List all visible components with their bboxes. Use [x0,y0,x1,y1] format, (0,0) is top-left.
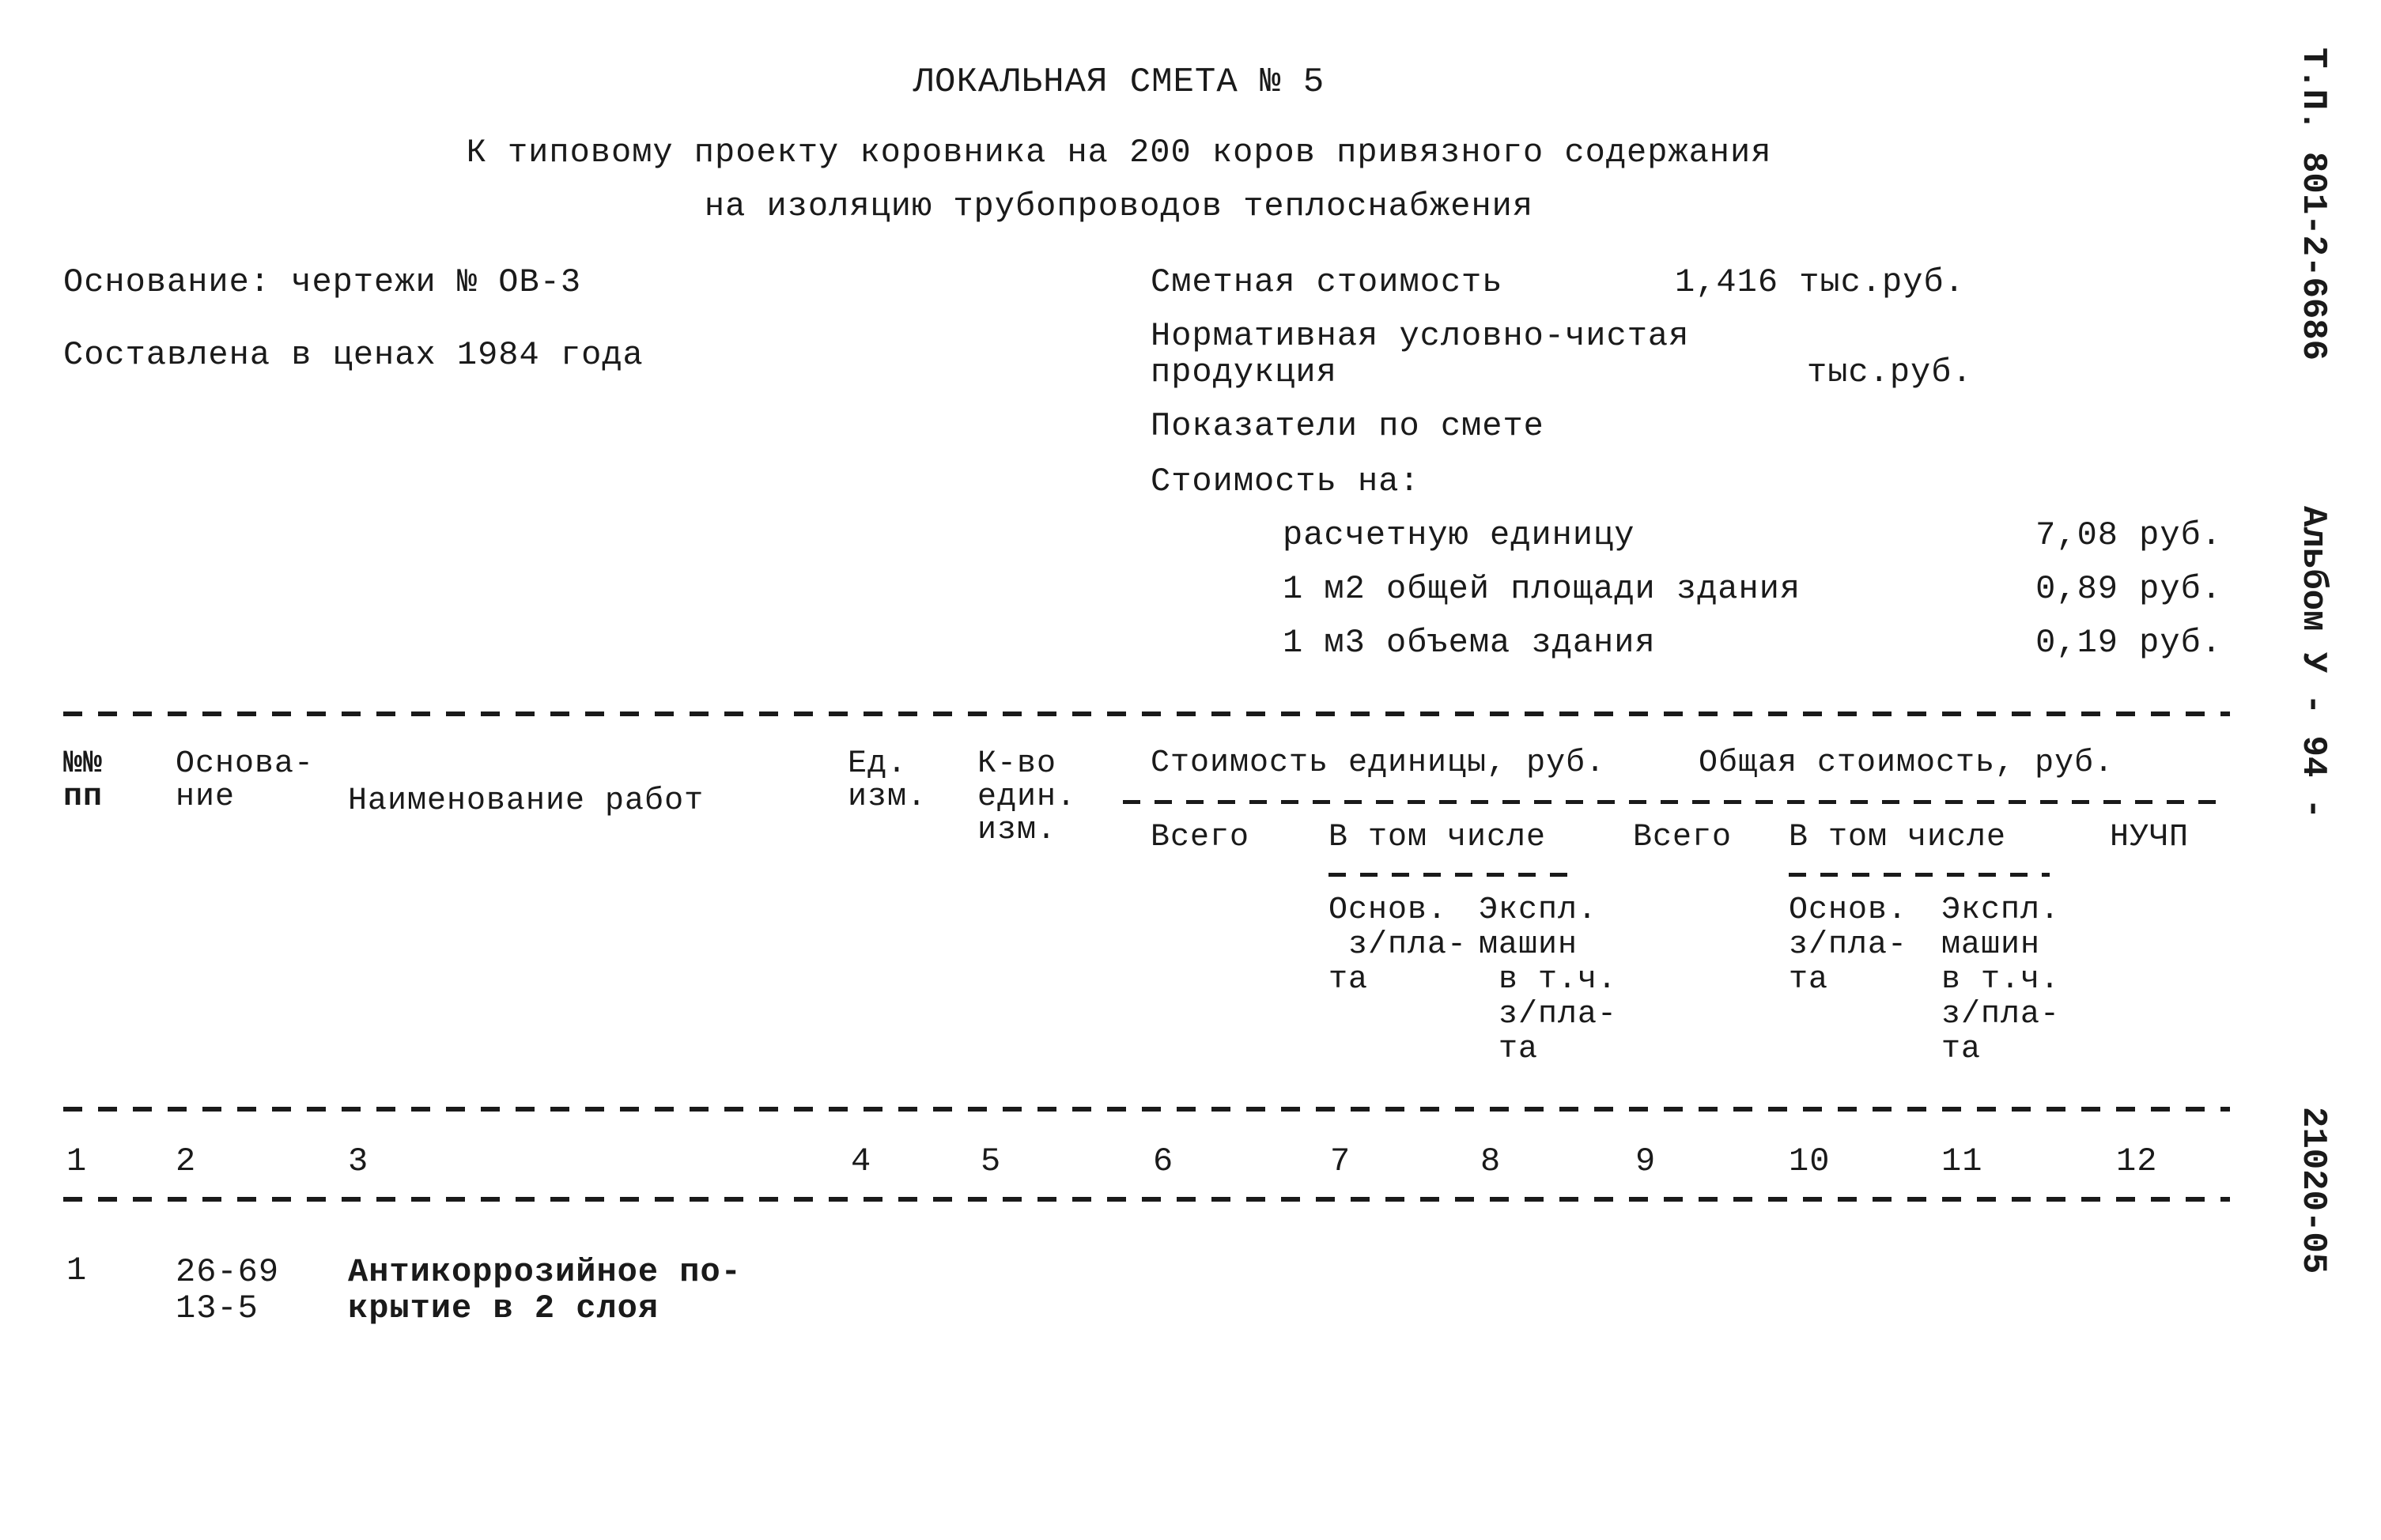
document-subtitle-line-1: К типовому проекту коровника на 200 коров привязного содержания [466,134,1772,172]
column-number: 3 [348,1142,369,1180]
row-name: Антикоррозийное по- крытие в 2 слоя [348,1253,742,1328]
estimated-cost-label: Сметная стоимость [1151,263,1503,301]
header-basis: Основа- ние [176,746,315,815]
header-qty: К-во един. изм. [977,746,1077,848]
indicator-value: 7,08 руб. [2035,516,2222,554]
header-total-2: Всего [1633,820,1733,855]
cost-on-label: Стоимость на: [1151,462,1420,500]
column-number: 5 [981,1142,1002,1180]
indicator-label: 1 м2 общей площади здания [1283,570,1801,608]
incl-1-rule [1328,873,1574,877]
side-code: 21020-05 [2293,1107,2333,1274]
table-top-rule [63,711,2230,716]
column-number: 4 [851,1142,872,1180]
header-nuchp: НУЧП [2110,820,2190,855]
header-unit: Ед. изм. [848,746,928,815]
header-machines-2: Экспл. машин в т.ч. з/пла- та [1941,893,2061,1067]
column-number: 2 [176,1142,197,1180]
column-number: 10 [1789,1142,1831,1180]
column-number: 8 [1480,1142,1502,1180]
indicators-label: Показатели по смете [1151,407,1544,445]
side-project-code: Т.П. 801-2-6686 [2293,47,2333,361]
estimated-cost-value: 1,416 тыс.руб. [1675,263,1965,301]
normative-unit: тыс.руб. [1807,353,1973,391]
indicator-label: 1 м3 объема здания [1283,624,1656,662]
header-incl-2: В том числе [1789,820,2007,855]
header-unit-cost-group: Стоимость единицы, руб. [1151,745,1606,781]
header-num: №№ пп [63,746,104,815]
prices-line: Составлена в ценах 1984 года [63,336,644,374]
column-number: 9 [1635,1142,1657,1180]
header-incl-1: В том числе [1328,820,1547,855]
indicator-label: расчетную единицу [1283,516,1635,554]
normative-label-line-2: продукция [1151,353,1337,391]
column-number: 7 [1330,1142,1351,1180]
header-name: Наименование работ [348,783,705,819]
column-number: 11 [1941,1142,1983,1180]
indicator-value: 0,19 руб. [2035,624,2222,662]
header-group-rule [1123,800,2230,804]
header-base-pay-1: Основ. з/пла- та [1328,893,1468,998]
incl-2-rule [1789,873,2050,877]
column-number: 12 [2116,1142,2158,1180]
basis-line: Основание: чертежи № ОВ-3 [63,263,582,301]
document-title: ЛОКАЛЬНАЯ СМЕТА № 5 [913,62,1325,102]
document-subtitle-line-2: на изоляцию трубопроводов теплоснабжения [704,187,1534,225]
indicator-value: 0,89 руб. [2035,570,2222,608]
row-basis: 26-69 13-5 [176,1253,280,1328]
row-num: 1 [66,1251,88,1289]
header-total-1: Всего [1151,820,1250,855]
header-machines-1: Экспл. машин в т.ч. з/пла- та [1479,893,1618,1067]
table-header-rule [63,1107,2230,1112]
column-number: 1 [66,1142,88,1180]
side-album: Альбом У - 94 - [2293,506,2333,820]
column-number: 6 [1153,1142,1174,1180]
normative-label-line-1: Нормативная условно-чистая [1151,317,1690,355]
column-numbers-rule [63,1197,2230,1202]
header-total-cost-group: Общая стоимость, руб. [1699,745,2115,781]
header-base-pay-2: Основ. з/пла- та [1789,893,1908,998]
